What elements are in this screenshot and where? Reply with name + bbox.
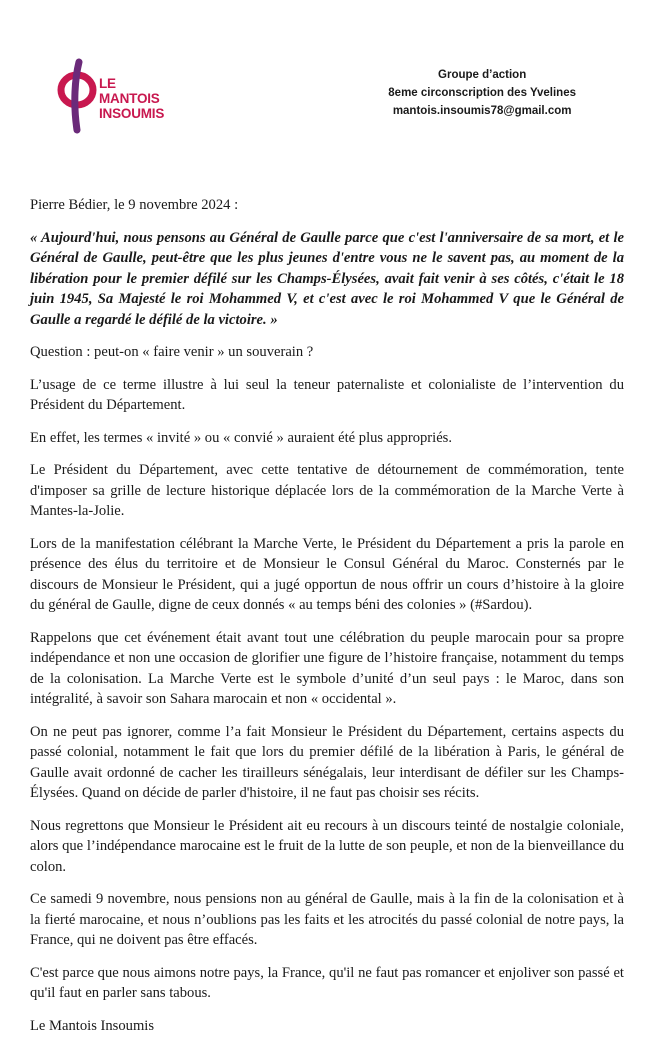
group-name: Groupe d’action	[438, 69, 527, 81]
paragraph-manifestation: Lors de la manifestation célébrant la Marche Verte, le Président du Département a pris la parole en présence des élus du territoire et de Monsieur le Consul Général du Maroc. Consternés par le discours de Monsieur le Président, qui a jugé opportun de nous offrir un cours d’histoire à la gloire du général de Gaulle, digne de ceux donnés « au temps béni des colonies » (#Sardou).	[30, 535, 624, 613]
constituency: 8eme circonscription des Yvelines	[388, 87, 576, 99]
mantois-insoumis-logo	[55, 58, 175, 138]
paragraph-commemoration: Le Président du Département, avec cette tentative de détournement de commémoration, tente d'imposer sa grille de lecture historique déplacée lors de la commémoration de la Marche Verte à Mantes-la-Jolie.	[30, 462, 624, 519]
letter-body	[30, 195, 624, 1048]
letter-intro: Pierre Bédier, le 9 novembre 2024 :	[30, 197, 239, 213]
paragraph-terms: En effet, les termes « invité » ou « convié » auraient été plus appropriés.	[30, 429, 453, 446]
paragraph-question: Question : peut-on « faire venir » un souverain ?	[30, 344, 314, 360]
paragraph-reminder: Rappelons que cet événement était avant tout une célébration du peuple marocain pour sa propre indépendance et non une occasion de glorifier une figure de l’histoire française, notamment du temps de la colonisation. La Marche Verte est le symbole d’unité d’un seul pays : le Maroc, dans son intégralité, à savoir son Sahara marocain et non « occidental ».	[30, 629, 624, 707]
signature: Le Mantois Insoumis	[30, 1017, 155, 1034]
paragraph-saturday: Ce samedi 9 novembre, nous pensions non au général de Gaulle, mais à la fin de la colonisation et à la fierté marocaine, et nous n’oublions pas les faits et les atrocités du passé colonial de notre pays, la France, qui ne doivent pas être effacés.	[30, 891, 624, 948]
logo-wordmark	[99, 76, 164, 121]
contact-block	[388, 66, 576, 120]
paragraph-regret: Nous regrettons que Monsieur le Président ait eu recours à un discours teinté de nostalgie coloniale, alors que l’indépendance marocaine est le fruit de la lutte de son peuple, et non de la bienveillance du colon.	[30, 817, 624, 875]
logo-line-3: INSOUMIS	[99, 106, 165, 121]
logo-line-1: LE	[99, 76, 116, 91]
paragraph-usage: L’usage de ce terme illustre à lui seul la teneur paternaliste et colonialiste de l’intervention du Président du Département.	[30, 376, 624, 413]
contact-email[interactable]: mantois.insoumis78@gmail.com	[392, 105, 572, 117]
paragraph-conclusion: C'est parce que nous aimons notre pays, la France, qu'il ne faut pas romancer et enjoliver son passé et qu'il faut en parler sans tabous.	[30, 964, 624, 1001]
paragraph-colonial-past: On ne peut pas ignorer, comme l’a fait Monsieur le Président du Département, certains aspects du passé colonial, notamment le fait que lors du premier défilé de la libération à Paris, le général de Gaulle avait ordonné de cacher les tirailleurs sénégalais, leur interdisant de défiler sur les Champs-Élysées. Quand on décide de parler d'histoire, il ne faut pas choisir ses récits.	[30, 723, 624, 801]
letterhead	[0, 0, 654, 150]
logo-line-2: MANTOIS	[99, 91, 160, 106]
quoted-speech: « Aujourd'hui, nous pensons au Général de Gaulle parce que c'est l'anniversaire de sa mort, et le Général de Gaulle, peut-être que les plus jeunes d'entre vous ne le savent pas, au moment de la libération pour le premier défilé sur les Champs-Élysées, avait fait venir à ses côtés, c'était le 18 juin 1945, Sa Majesté le roi Mohammed V, et c'est avec le roi Mohammed V que le Général de Gaulle a regardé le défilé de la victoire. »	[30, 229, 624, 328]
